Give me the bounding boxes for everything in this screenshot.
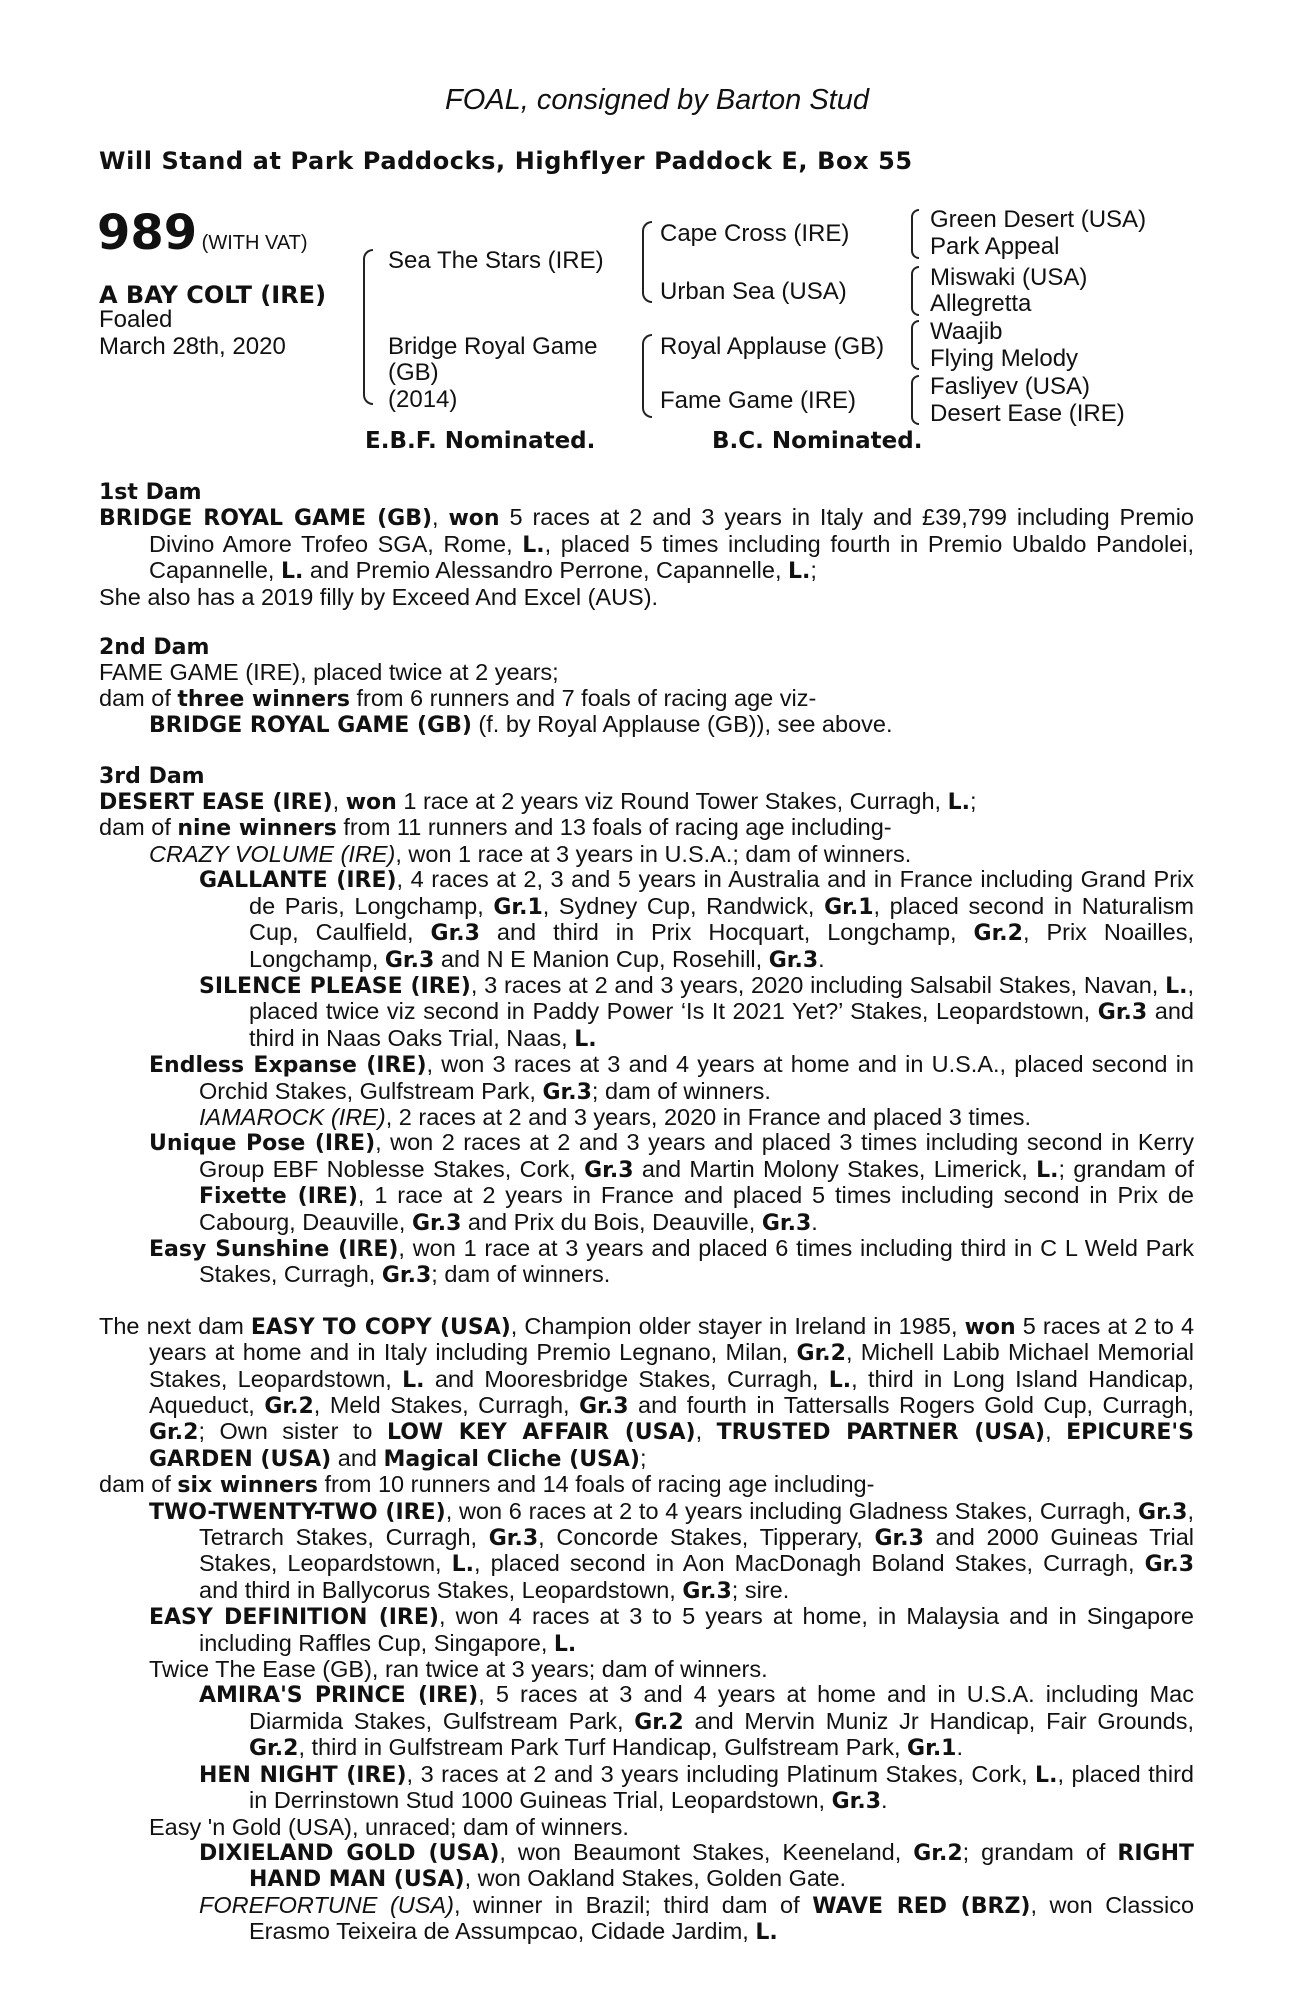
third-dam-paragraph: DESERT EASE (IRE), won 1 race at 2 years viz Round Tower Stakes, Curragh, L.; (99, 788, 977, 816)
ancestor-waajib: Waajib (930, 318, 1003, 345)
ancestor-desert-ease: Desert Ease (IRE) (930, 400, 1125, 427)
progeny-crazy-volume: CRAZY VOLUME (IRE), won 1 race at 3 years in U.S.A.; dam of winners. (149, 840, 912, 867)
first-dam-heading: 1st Dam (99, 480, 202, 505)
progeny-hen-night: HEN NIGHT (IRE), 3 races at 2 and 3 years including Platinum Stakes, Cork, L., placed third in Derrinstown Stud 1000 Guineas Trial, Leopardstown, Gr.3. (199, 1760, 1194, 1815)
catalogue-title: FOAL, consigned by Barton Stud (445, 84, 869, 116)
second-dam-produce: dam of three winners from 6 runners and 7 foals of racing age viz- (99, 684, 817, 712)
dam-line-bracket (642, 334, 652, 418)
dam-name-line1: Bridge Royal Game (388, 333, 598, 360)
gen3-bracket-1 (911, 209, 919, 259)
dam-year: (2014) (388, 386, 458, 413)
ancestor-flying-melody: Flying Melody (930, 345, 1079, 372)
dam-name-line2: (GB) (388, 359, 439, 386)
catalogue-body (99, 480, 1194, 1946)
ancestor-green-desert: Green Desert (USA) (930, 206, 1147, 233)
sire-line-bracket (642, 221, 652, 303)
progeny-amiras-prince: AMIRA'S PRINCE (IRE), 5 races at 3 and 4 years at home and in U.S.A. including Mac Diarmida Stakes, Gulfstream Park, Gr.2 and Mervin Muniz Jr Handicap, Fair Grounds, Gr.2, third in Gulfstream Park Turf Handicap, Gulfstream Park, Gr.1. (199, 1681, 1195, 1762)
gen3-bracket-2 (911, 266, 919, 316)
ebf-nominated: E.B.F. Nominated. (365, 428, 596, 454)
progeny-two-twenty-two: TWO-TWENTY-TWO (IRE), won 6 races at 2 to 4 years including Gladness Stakes, Curragh, Gr.3, Tetrarch Stakes, Curragh, Gr.3, Concorde Stakes, Tipperary, Gr.3 and 2000 Guineas Trial Stakes, Leopardstown, L., placed second in Aon MacDonagh Boland Stakes, Curragh, Gr.3 and third in Ballycorus Stakes, Leopardstown, Gr.3; sire. (149, 1497, 1195, 1604)
progeny-easy-definition: EASY DEFINITION (IRE), won 4 races at 3 to 5 years at home, in Malaysia and in Singapore including Raffles Cup, Singapore, L. (149, 1603, 1194, 1657)
dam-name: BRIDGE ROYAL GAME (GB) (99, 506, 433, 532)
second-dam-progeny: BRIDGE ROYAL GAME (GB) (f. by Royal Applause (GB)), see above. (149, 711, 893, 739)
first-dam-note: She also has a 2019 filly by Exceed And Excel (AUS). (99, 583, 659, 610)
second-dam-heading: 2nd Dam (99, 635, 210, 661)
foaled-label: Foaled (99, 306, 173, 333)
progeny-unique-pose: Unique Pose (IRE), won 2 races at 2 and 3 years and placed 3 times including second in Kerry Group EBF Noblesse Stakes, Cork, Gr.3 and Martin Molony Stakes, Limerick, L.; grandam of Fixette (IRE), 1 race at 2 years in France and placed 5 times including second in Prix de Cabourg, Deauville, Gr.3 and Prix du Bois, Deauville, Gr.3. (149, 1129, 1195, 1236)
next-dam-paragraph: The next dam EASY TO COPY (USA), Champion older stayer in Ireland in 1985, won 5 races at 2 to 4 years at home and in Italy including Premio Legnano, Milan, Gr.2, Michell Labib Michael Memorial Stakes, Leopardstown, L. and Mooresbridge Stakes, Curragh, L., third in Long Island Handicap, Aqueduct, Gr.2, Meld Stakes, Curragh, Gr.3 and fourth in Tattersalls Rogers Gold Cup, Curragh, Gr.2; Own sister to LOW KEY AFFAIR (USA), TRUSTED PARTNER (USA), EPICURE'S GARDEN (USA) and Magical Cliche (USA); (99, 1312, 1195, 1472)
next-dam-produce: dam of six winners from 10 runners and 14 foals of racing age including- (99, 1471, 875, 1499)
dam-dam: Fame Game (IRE) (660, 387, 857, 414)
sire-sire: Cape Cross (IRE) (660, 220, 850, 247)
lot-description: A BAY COLT (IRE) (99, 281, 327, 309)
foaled-date: March 28th, 2020 (99, 333, 286, 360)
ancestor-park-appeal: Park Appeal (930, 233, 1060, 260)
second-dam-line: FAME GAME (IRE), placed twice at 2 years; (99, 659, 559, 686)
progeny-dixieland-gold: DIXIELAND GOLD (USA), won Beaumont Stakes, Keeneland, Gr.2; grandam of RIGHT HAND MAN (USA), won Oakland Stakes, Golden Gate. (199, 1838, 1195, 1893)
gen3-bracket-3 (911, 320, 919, 370)
ancestor-fasliyev: Fasliyev (USA) (930, 373, 1091, 400)
progeny-easy-sunshine: Easy Sunshine (IRE), won 1 race at 3 years and placed 6 times including third in C L Weld Park Stakes, Curragh, Gr.3; dam of winners. (149, 1234, 1194, 1289)
pedigree-bracket (363, 249, 373, 405)
vat-label: (WITH VAT) (201, 232, 308, 254)
progeny-forefortune: FOREFORTUNE (USA), winner in Brazil; third dam of WAVE RED (BRZ), won Classico Erasmo Teixeira de Assumpcao, Cidade Jardim, L. (199, 1891, 1195, 1946)
gen3-bracket-4 (911, 375, 919, 425)
ancestor-allegretta: Allegretta (930, 290, 1032, 317)
third-dam-produce: dam of nine winners from 11 runners and 13 foals of racing age including- (99, 814, 892, 842)
progeny-twice-the-ease: Twice The Ease (GB), ran twice at 3 years; dam of winners. (149, 1656, 768, 1683)
bc-nominated: B.C. Nominated. (712, 428, 923, 454)
third-dam-heading: 3rd Dam (99, 763, 205, 789)
sire-dam: Urban Sea (USA) (660, 278, 847, 305)
progeny-endless-expanse: Endless Expanse (IRE), won 3 races at 3 and 4 years at home and in U.S.A., placed second in Orchid Stakes, Gulfstream Park, Gr.3; dam of winners. (149, 1051, 1194, 1105)
first-dam-paragraph: BRIDGE ROYAL GAME (GB), won 5 races at 2 and 3 years in Italy and £39,799 including Premio Divino Amore Trofeo SGA, Rome, L., placed 5 times including fourth in Premio Ubaldo Pandolei, Capannelle, L. and Premio Alessandro Perrone, Capannelle, L.; (99, 504, 1194, 585)
progeny-gallante: GALLANTE (IRE), 4 races at 2, 3 and 5 years in Australia and in France including Grand Prix de Paris, Longchamp, Gr.1, Sydney Cup, Randwick, Gr.1, placed second in Naturalism Cup, Caulfield, Gr.3 and third in Prix Hocquart, Longchamp, Gr.2, Prix Noailles, Longchamp, Gr.3 and N E Manion Cup, Rosehill, Gr.3. (199, 866, 1194, 973)
dam-sire: Royal Applause (GB) (660, 333, 885, 360)
progeny-iamarock: IAMAROCK (IRE), 2 races at 2 and 3 years, 2020 in France and placed 3 times. (199, 1103, 1032, 1130)
stand-location: Will Stand at Park Paddocks, Highflyer Paddock E, Box 55 (99, 147, 913, 175)
lot-number-line (97, 205, 308, 261)
lot-number: 989 (97, 205, 198, 261)
ancestor-miswaki: Miswaki (USA) (930, 264, 1088, 291)
progeny-silence-please: SILENCE PLEASE (IRE), 3 races at 2 and 3 years, 2020 including Salsabil Stakes, Navan, L., placed twice viz second in Paddy Power ‘Is It 2021 Yet?’ Stakes, Leopardstown, Gr.3 and third in Naas Oaks Trial, Naas, L. (199, 971, 1194, 1052)
sire-name: Sea The Stars (IRE) (388, 247, 604, 274)
progeny-easy-n-gold: Easy 'n Gold (USA), unraced; dam of winners. (149, 1813, 629, 1840)
